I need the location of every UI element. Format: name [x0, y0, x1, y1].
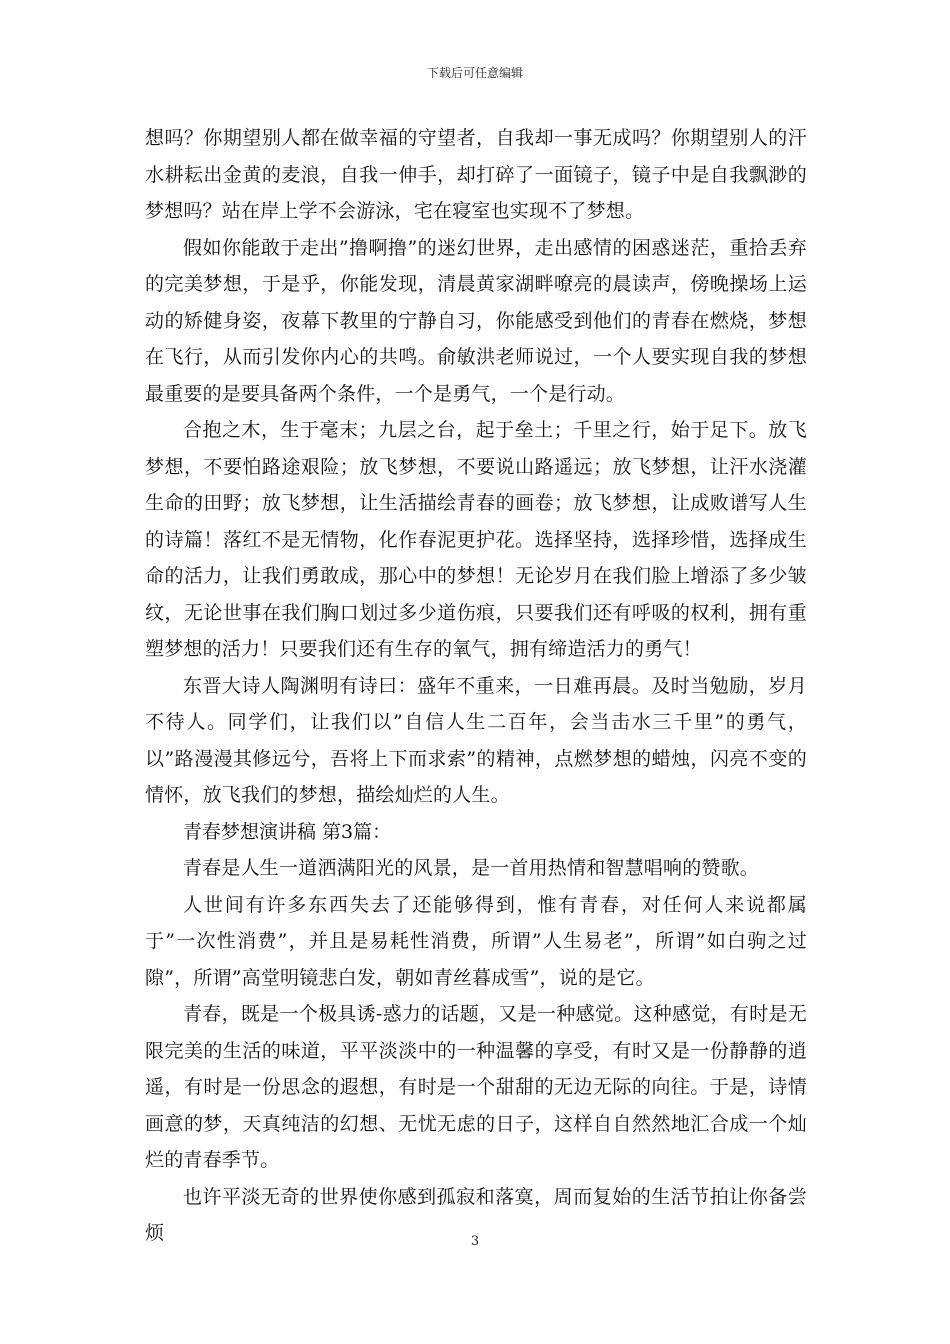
paragraph: 合抱之木，生于毫末；九层之台，起于垒土；千里之行，始于足下。放飞梦想，不要怕路途艰险；放飞梦想，不要说山路遥远；放飞梦想，让汗水浇灌生命的田野；放飞梦想，让生活描绘青春的画卷；放飞梦想，让成败谱写人生的诗篇！落红不是无情物，化作春泥更护花。选择坚持，选择珍惜，选择成生命的活力，让我们勇敢成，那心中的梦想！无论岁月在我们脸上增添了多少皱纹，无论世事在我们胸口划过多少道伤痕，只要我们还有呼吸的权利，拥有重塑梦想的活力！只要我们还有生存的氧气，拥有缔造活力的勇气！	[145, 419, 807, 660]
paragraph: 东晋大诗人陶渊明有诗曰：盛年不重来，一日难再晨。及时当勉励，岁月不待人。同学们，让我们以”自信人生二百年，会当击水三千里”的勇气，以”路漫漫其修远兮，吾将上下而求索”的精神，点燃梦想的蜡烛，闪亮不变的情怀，放飞我们的梦想，描绘灿烂的人生。	[145, 674, 807, 806]
paragraph: 假如你能敢于走出”撸啊撸”的迷幻世界，走出感情的困惑迷茫，重拾丢弃的完美梦想，于是乎，你能发现，清晨黄家湖畔嘹亮的晨读声，傍晚操场上运动的矫健身姿，夜幕下教里的宁静自习，你能感受到他们的青春在燃烧，梦想在飞行，从而引发你内心的共鸣。俞敏洪老师说过，一个人要实现自我的梦想最重要的是要具备两个条件，一个是勇气，一个是行动。	[145, 236, 807, 405]
paragraph: 也许平淡无奇的世界使你感到孤寂和落寞，周而复始的生活节拍让你备尝烦	[145, 1185, 807, 1244]
page-number: 3	[470, 1234, 480, 1249]
paragraph-continued: 想吗？你期望别人都在做幸福的守望者，自我却一事无成吗？你期望别人的汗水耕耘出金黄的麦浪，自我一伸手，却打碎了一面镜子，镜子中是自我飘渺的梦想吗？站在岸上学不会游泳，宅在寝室也实现不了梦想。	[145, 127, 807, 222]
page-header: 下载后可任意编辑	[426, 66, 523, 80]
paragraph: 青春，既是一个极具诱-惑力的话题，又是一种感觉。这种感觉，有时是无限完美的生活的味道，平平淡淡中的一种温馨的享受，有时又是一份静静的逍遥，有时是一份思念的遐想，有时是一个甜甜的无边无际的向往。于是，诗情画意的梦，天真纯洁的幻想、无忧无虑的日子，这样自自然然地汇合成一个灿烂的青春季节。	[145, 1003, 807, 1171]
section-heading: 青春梦想演讲稿 第3篇：	[183, 820, 392, 843]
paragraph: 人世间有许多东西失去了还能够得到，惟有青春，对任何人来说都属于”一次性消费”，并且是易耗性消费，所谓”人生易老”，所谓”如白驹之过隙”，所谓”高堂明镜悲白发，朝如青丝暮成雪”，说的是它。	[145, 893, 807, 989]
paragraph: 青春是人生一道洒满阳光的风景，是一首用热情和智慧唱响的赞歌。	[183, 857, 760, 879]
document-body	[145, 120, 807, 1252]
